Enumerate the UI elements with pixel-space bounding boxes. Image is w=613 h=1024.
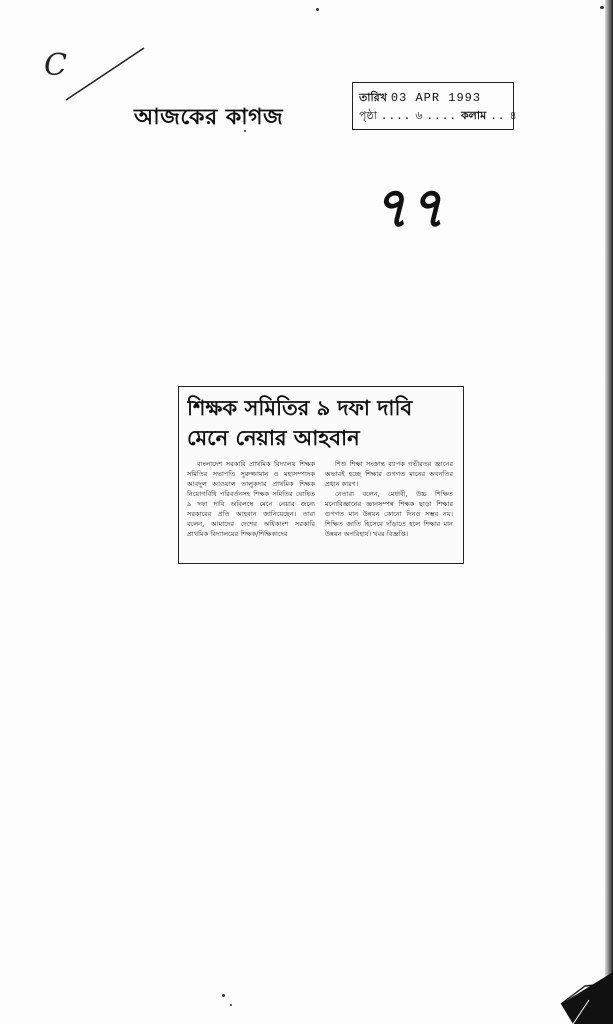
stamp-dots: .. bbox=[490, 109, 506, 122]
article-body bbox=[187, 459, 455, 553]
stamp-dots: .... bbox=[426, 109, 457, 122]
stamp-dots: .... bbox=[380, 109, 412, 122]
page-corner-fold bbox=[533, 964, 613, 1024]
scan-speck bbox=[244, 130, 246, 132]
article-column-1 bbox=[187, 459, 315, 553]
date-stamp bbox=[352, 82, 517, 130]
stamp-column-value: ৪ bbox=[509, 109, 517, 122]
article-column-2 bbox=[325, 459, 453, 553]
stamp-page-value: ৬ bbox=[415, 109, 423, 122]
article-paragraph: নেতারা বলেন, মেধাবী, উচ্চ শিক্ষিত মনোবিজ্ঞানের জ্ঞানসম্পন্ন শিক্ষক ছাড়া শিক্ষার গুণগত মান উন্নয়ন কোনো দিনও সম্ভব নয়। শিক্ষিত জাতি হিসেবে দাঁড়াতে হলে শিক্ষার মান উন্নয়ন অপরিহার্য। খবর বিজ্ঞপ্তি। bbox=[325, 490, 453, 538]
scan-speck bbox=[600, 6, 604, 9]
stamp-column-label: কলাম bbox=[460, 109, 487, 122]
headline-line-2: মেনে নেয়ার আহবান bbox=[187, 426, 360, 450]
headline-line-1: শিক্ষক সমিতির ৯ দফা দাবি bbox=[187, 396, 413, 420]
article-paragraph: বাংলাদেশ সরকারি প্রাথমিক বিদ্যালয় শিক্ষক সমিতির সভাপতি সুরুজ্জামান ও মহাসম্পাদক আবদুল আওয়াল তালুকদার প্রাথমিক শিক্ষক নিয়োগবিধি পরিবর্তনসহ শিক্ষক সমিতির ঘোষিত ৯ দফা দাবি অবিলম্বে মেনে নেয়ার জন্যে সরকারের প্রতি আহবান জানিয়েছেন। তারা বলেন, আমাদের দেশের অধিকাংশ সরকারি প্রাথমিক বিদ্যালয়ের শিক্ষক/শিক্ষিকাদের bbox=[187, 460, 315, 538]
stamp-page-label: পৃষ্ঠা bbox=[359, 109, 377, 122]
article-paragraph: শিশু শিক্ষা সংক্রান্ত ব্যাপক গভীরতর জ্ঞানের অভাবই হচ্ছে শিক্ষার গুণগত মানের অবনতির প্রধান কারণ। bbox=[325, 460, 453, 488]
page-edge-shadow bbox=[605, 0, 613, 1024]
stamp-date-label: তারিখ bbox=[359, 91, 387, 104]
stamp-date-value: 03 APR 1993 bbox=[390, 91, 482, 105]
handwritten-number: ৭৭ bbox=[372, 175, 445, 241]
scan-speck bbox=[230, 1004, 232, 1006]
stamp-page-row bbox=[359, 107, 517, 125]
handwritten-mark: C bbox=[44, 48, 67, 83]
handwritten-slash bbox=[60, 44, 150, 104]
scan-speck bbox=[316, 8, 319, 11]
stamp-date-row bbox=[359, 89, 507, 107]
newspaper-clipping bbox=[178, 386, 464, 564]
scan-speck bbox=[222, 994, 225, 997]
newspaper-name: আজকের কাগজ bbox=[134, 105, 284, 130]
